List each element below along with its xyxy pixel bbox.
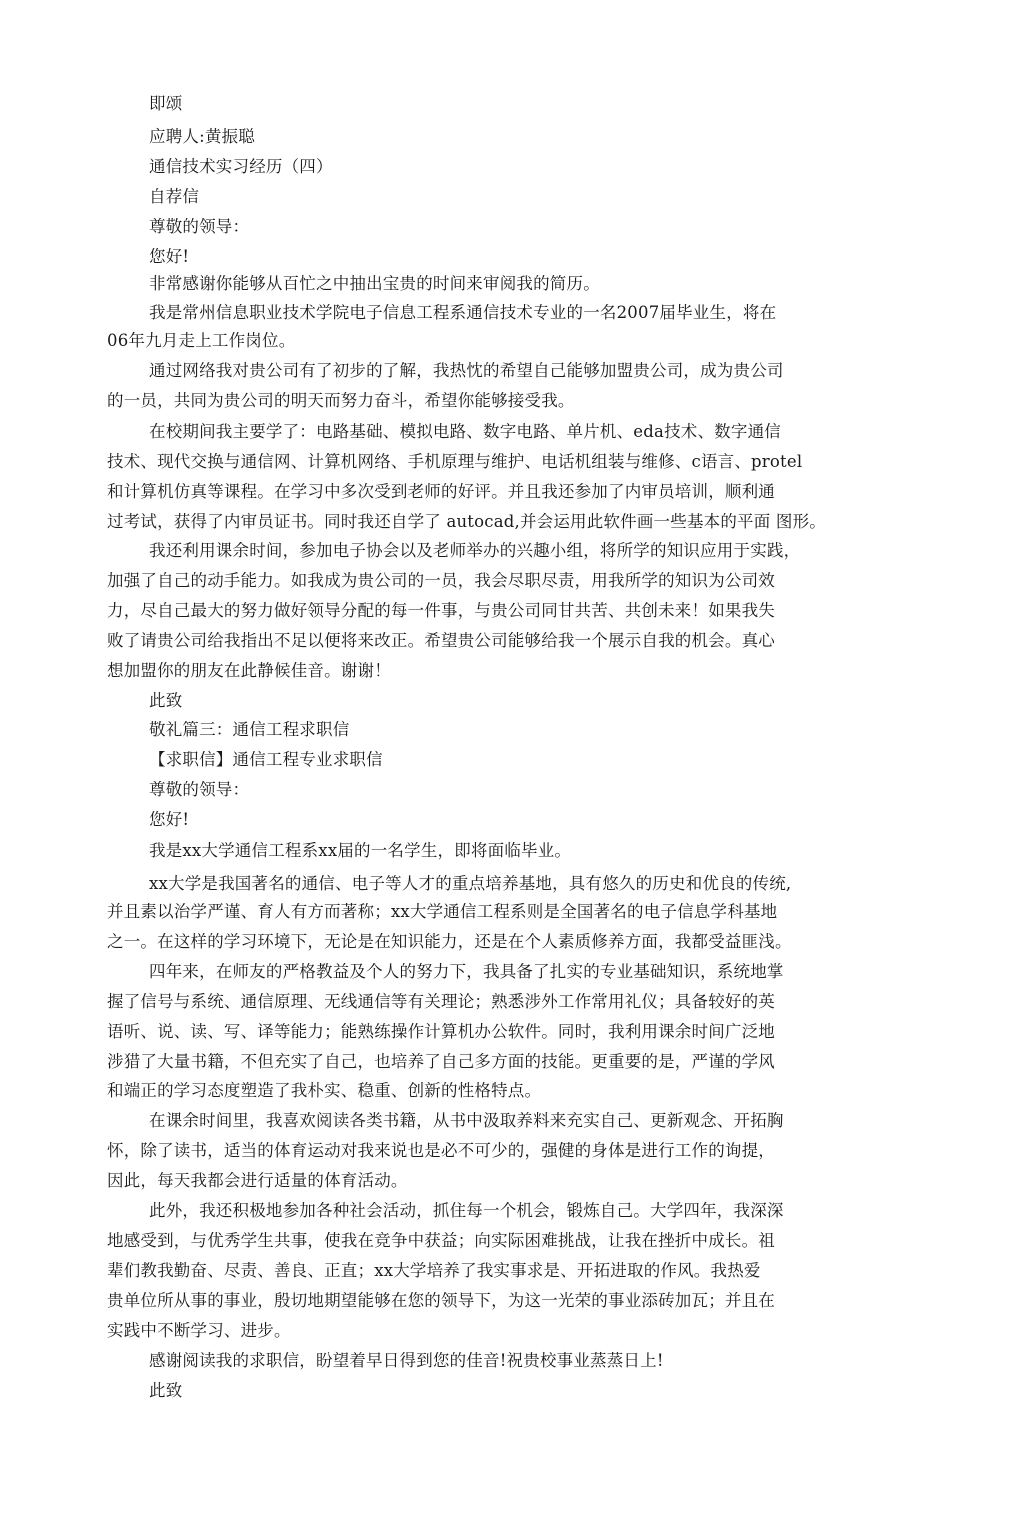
text-line: 通信技术实习经历（四） (149, 157, 333, 176)
text-line: 您好! (149, 247, 190, 266)
text-line: 敬礼篇三：通信工程求职信 (149, 720, 350, 739)
text-line: 过考试，获得了内审员证书。同时我还自学了 autocad,并会运用此软件画一些基本的平面 图形。 (107, 512, 827, 531)
text-line: 即颂 (149, 94, 183, 113)
text-line: 技术、现代交换与通信网、计算机网络、手机原理与维护、电话机组装与维修、c语言、protel (107, 452, 803, 471)
text-line: 06年九月走上工作岗位。 (107, 331, 296, 350)
text-line: 实践中不断学习、进步。 (107, 1321, 291, 1340)
text-line: 我是常州信息职业技术学院电子信息工程系通信技术专业的一名2007届毕业生，将在 (149, 303, 777, 322)
text-line: 感谢阅读我的求职信，盼望着早日得到您的佳音!祝贵校事业蒸蒸日上! (149, 1351, 664, 1370)
text-line: 贵单位所从事的事业，殷切地期望能够在您的领导下，为这一光荣的事业添砖加瓦；并且在 (107, 1291, 775, 1310)
text-line: 之一。在这样的学习环境下，无论是在知识能力，还是在个人素质修养方面，我都受益匪浅。 (107, 932, 792, 951)
text-line: 握了信号与系统、通信原理、无线通信等有关理论；熟悉涉外工作常用礼仪；具备较好的英 (107, 992, 775, 1011)
text-line: 加强了自己的动手能力。如我成为贵公司的一员，我会尽职尽责，用我所学的知识为公司效 (107, 571, 775, 590)
text-line: 力，尽自己最大的努力做好领导分配的每一件事，与贵公司同甘共苦、共创未来！如果我失 (107, 601, 775, 620)
text-line: 辈们教我勤奋、尽责、善良、正直；xx大学培养了我实事求是、开拓进取的作风。我热爱 (107, 1261, 761, 1280)
text-line: 想加盟你的朋友在此静候佳音。谢谢！ (107, 661, 391, 680)
text-line: 在课余时间里，我喜欢阅读各类书籍，从书中汲取养料来充实自己、更新观念、开拓胸 (149, 1111, 784, 1130)
text-line: 自荐信 (149, 187, 200, 206)
text-line: 因此，每天我都会进行适量的体育活动。 (107, 1171, 408, 1190)
text-line: 怀，除了读书，适当的体育运动对我来说也是必不可少的，强健的身体是进行工作的询提， (107, 1141, 775, 1160)
text-line: 和计算机仿真等课程。在学习中多次受到老师的好评。并且我还参加了内审员培训，顺利通 (107, 482, 775, 501)
text-line: 非常感谢你能够从百忙之中抽出宝贵的时间来审阅我的简历。 (149, 274, 600, 293)
text-line: 和端正的学习态度塑造了我朴实、稳重、创新的性格特点。 (107, 1081, 542, 1100)
text-line: 并且素以治学严谨、育人有方而著称；xx大学通信工程系则是全国著名的电子信息学科基地 (107, 902, 778, 921)
text-line: 通过网络我对贵公司有了初步的了解，我热忱的希望自己能够加盟贵公司，成为贵公司 (149, 361, 784, 380)
text-line: 此致 (149, 691, 183, 710)
text-line: 应聘人:黄振聪 (149, 127, 255, 146)
text-line: 败了请贵公司给我指出不足以便将来改正。希望贵公司能够给我一个展示自我的机会。真心 (107, 631, 775, 650)
text-line: 涉猎了大量书籍，不但充实了自己，也培养了自己多方面的技能。更重要的是，严谨的学风 (107, 1052, 775, 1071)
text-line: 地感受到，与优秀学生共事，使我在竞争中获益；向实际困难挑战，让我在挫折中成长。祖 (107, 1231, 775, 1250)
text-line: 语听、说、读、写、译等能力；能熟练操作计算机办公软件。同时，我利用课余时间广泛地 (107, 1022, 775, 1041)
text-line: 我是xx大学通信工程系xx届的一名学生，即将面临毕业。 (149, 841, 572, 860)
text-line: 我还利用课余时间，参加电子协会以及老师举办的兴趣小组，将所学的知识应用于实践， (149, 541, 801, 560)
text-line: 【求职信】通信工程专业求职信 (149, 750, 383, 769)
text-line: 四年来，在师友的严格教益及个人的努力下，我具备了扎实的专业基础知识，系统地掌 (149, 962, 784, 981)
text-line: xx大学是我国著名的通信、电子等人才的重点培养基地，具有悠久的历史和优良的传统, (149, 874, 792, 893)
text-line: 尊敬的领导： (149, 217, 250, 236)
text-line: 尊敬的领导： (149, 780, 250, 799)
text-line: 您好! (149, 810, 190, 829)
text-line: 此外，我还积极地参加各种社会活动，抓住每一个机会，锻炼自己。大学四年，我深深 (149, 1201, 784, 1220)
text-line: 此致 (149, 1381, 183, 1400)
text-line: 在校期间我主要学了：电路基础、模拟电路、数字电路、单片机、eda技术、数字通信 (149, 422, 781, 441)
text-line: 的一员，共同为贵公司的明天而努力奋斗，希望你能够接受我。 (107, 391, 575, 410)
